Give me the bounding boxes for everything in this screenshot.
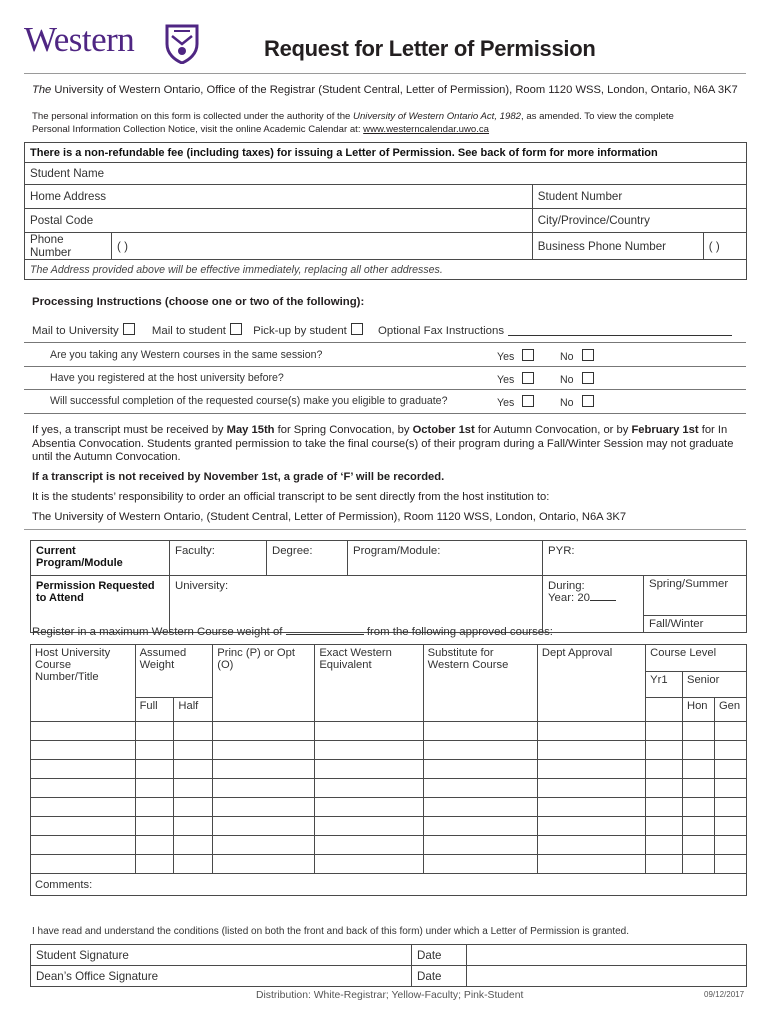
course-weight-line: Register in a maximum Western Course weight of from the following approved courses: [32, 626, 553, 638]
course-row[interactable] [31, 836, 747, 855]
conditions-statement: I have read and understand the conditions (listed on both the front and back of this form) under which a Letter of Permission is granted. [32, 926, 630, 937]
course-row[interactable] [31, 760, 747, 779]
business-phone-label: Business Phone Number [532, 233, 703, 260]
current-program-label: Current Program/Module [31, 541, 170, 576]
col-host-course: Host University Course Number/Title [31, 645, 136, 722]
course-weight-blank[interactable] [286, 634, 364, 635]
date-field-1[interactable] [467, 945, 747, 966]
spring-summer-option[interactable]: Spring/Summer [644, 576, 747, 616]
pickup-option[interactable]: Pick-up by student [253, 325, 363, 337]
course-row[interactable] [31, 798, 747, 817]
yes-checkbox-3[interactable] [522, 395, 534, 407]
postal-code-field[interactable]: Postal Code [25, 209, 533, 233]
course-row[interactable] [31, 722, 747, 741]
signature-table [30, 944, 747, 987]
form-version-date: 09/12/2017 [704, 990, 745, 999]
student-info-table [24, 142, 747, 280]
no-checkbox-2[interactable] [582, 372, 594, 384]
col-princ-opt: Princ (P) or Opt (O) [213, 645, 315, 722]
address-note: The Address provided above will be effective immediately, replacing all other addresses. [25, 260, 747, 280]
no-option-1[interactable]: No [560, 349, 594, 363]
col-hon: Hon [682, 698, 714, 722]
pyr-field[interactable]: PYR: [543, 541, 747, 576]
no-option-2[interactable]: No [560, 372, 594, 386]
question-registered-before: Have you registered at the host university before? [50, 372, 284, 384]
calendar-link[interactable]: www.westerncalendar.uwo.ca [363, 124, 490, 135]
col-full: Full [135, 698, 174, 722]
privacy-notice: The personal information on this form is collected under the authority of the University of Western Ontario Act, 1982, as amended. To view the complete Personal Information Collection Notice, visit the online Academic Calendar at: www.westerncalendar.uwo.ca [32, 111, 674, 135]
phone-label: Phone Number [25, 233, 112, 260]
col-assumed-weight: Assumed Weight [135, 645, 213, 698]
university-field[interactable]: University: [170, 576, 543, 633]
no-checkbox-1[interactable] [582, 349, 594, 361]
student-name-field[interactable]: Student Name [25, 163, 747, 185]
transcript-responsibility: It is the students’ responsibility to order an official transcript to be sent directly from the host institution to: [32, 491, 550, 503]
date-label-2: Date [412, 966, 467, 987]
degree-field[interactable]: Degree: [267, 541, 348, 576]
yes-checkbox-1[interactable] [522, 349, 534, 361]
col-half: Half [174, 698, 213, 722]
western-logo-text: Western [24, 20, 135, 59]
western-crest-icon [165, 24, 199, 64]
col-dept-approval: Dept Approval [537, 645, 645, 722]
no-option-3[interactable]: No [560, 395, 594, 409]
registrar-address: The University of Western Ontario, Office of the Registrar (Student Central, Letter of Permission), Room 1120 WSS, London, Ontario, N6A 3K7 [32, 84, 738, 96]
date-field-2[interactable] [467, 966, 747, 987]
transcript-address: The University of Western Ontario, (Student Central, Letter of Permission), Room 1120 WSS, London, Ontario, N6A 3K7 [32, 511, 627, 523]
question-western-courses: Are you taking any Western courses in the same session? [50, 349, 323, 361]
transcript-warning: If a transcript is not received by November 1st, a grade of ‘F’ will be recorded. [32, 471, 445, 483]
question-eligible-graduate: Will successful completion of the requested course(s) make you eligible to graduate? [50, 395, 448, 407]
home-address-field[interactable]: Home Address [25, 185, 533, 209]
fee-notice: There is a non-refundable fee (including taxes) for issuing a Letter of Permission. See back of form for more information [25, 143, 747, 163]
phone-field[interactable]: ( ) [112, 233, 533, 260]
date-label-1: Date [412, 945, 467, 966]
mail-to-student-option[interactable]: Mail to student [152, 325, 242, 337]
mail-student-checkbox[interactable] [230, 323, 242, 335]
course-row[interactable] [31, 741, 747, 760]
faculty-field[interactable]: Faculty: [170, 541, 267, 576]
during-field[interactable]: During: Year: 20 [543, 576, 644, 633]
business-phone-field[interactable]: ( ) [703, 233, 746, 260]
permission-label: Permission Requested to Attend [31, 576, 170, 633]
col-yr1: Yr1 [646, 672, 683, 698]
course-row[interactable] [31, 779, 747, 798]
col-substitute: Substitute for Western Course [423, 645, 537, 722]
mail-university-checkbox[interactable] [123, 323, 135, 335]
yes-option-2[interactable]: Yes [497, 372, 534, 386]
col-course-level: Course Level [646, 645, 747, 672]
program-table [30, 540, 747, 633]
fall-winter-option[interactable]: Fall/Winter [644, 616, 747, 633]
col-senior: Senior [682, 672, 746, 698]
student-number-field[interactable]: Student Number [532, 185, 746, 209]
city-field[interactable]: City/Province/Country [532, 209, 746, 233]
program-module-field[interactable]: Program/Module: [348, 541, 543, 576]
yes-option-3[interactable]: Yes [497, 395, 534, 409]
pickup-checkbox[interactable] [351, 323, 363, 335]
student-signature-field[interactable]: Student Signature [31, 945, 412, 966]
distribution-note: Distribution: White-Registrar; Yellow-Faculty; Pink-Student [256, 990, 524, 1001]
no-checkbox-3[interactable] [582, 395, 594, 407]
comments-field[interactable]: Comments: [31, 874, 747, 896]
page-title: Request for Letter of Permission [264, 36, 596, 61]
col-exact-equivalent: Exact Western Equivalent [315, 645, 423, 722]
courses-table [30, 644, 747, 896]
mail-to-university-option[interactable]: Mail to University [32, 325, 135, 337]
col-yr1-blank [646, 698, 683, 722]
yes-option-1[interactable]: Yes [497, 349, 534, 363]
course-row[interactable] [31, 817, 747, 836]
course-row[interactable] [31, 855, 747, 874]
processing-heading: Processing Instructions (choose one or two of the following): [32, 296, 365, 308]
fax-instructions-line[interactable] [508, 335, 732, 336]
fax-option[interactable]: Optional Fax Instructions [378, 325, 732, 337]
header-divider [24, 73, 746, 74]
dean-signature-field[interactable]: Dean’s Office Signature [31, 966, 412, 987]
convocation-deadlines: If yes, a transcript must be received by May 15th for Spring Convocation, by October 1st for Autumn Convocation, or by February 1st for In Absentia Convocation. Students granted permission to take the final course(s) of their program during a Fall/Winter Session may not graduate until the Autumn Convocation. [32, 424, 734, 463]
yes-checkbox-2[interactable] [522, 372, 534, 384]
col-gen: Gen [714, 698, 746, 722]
